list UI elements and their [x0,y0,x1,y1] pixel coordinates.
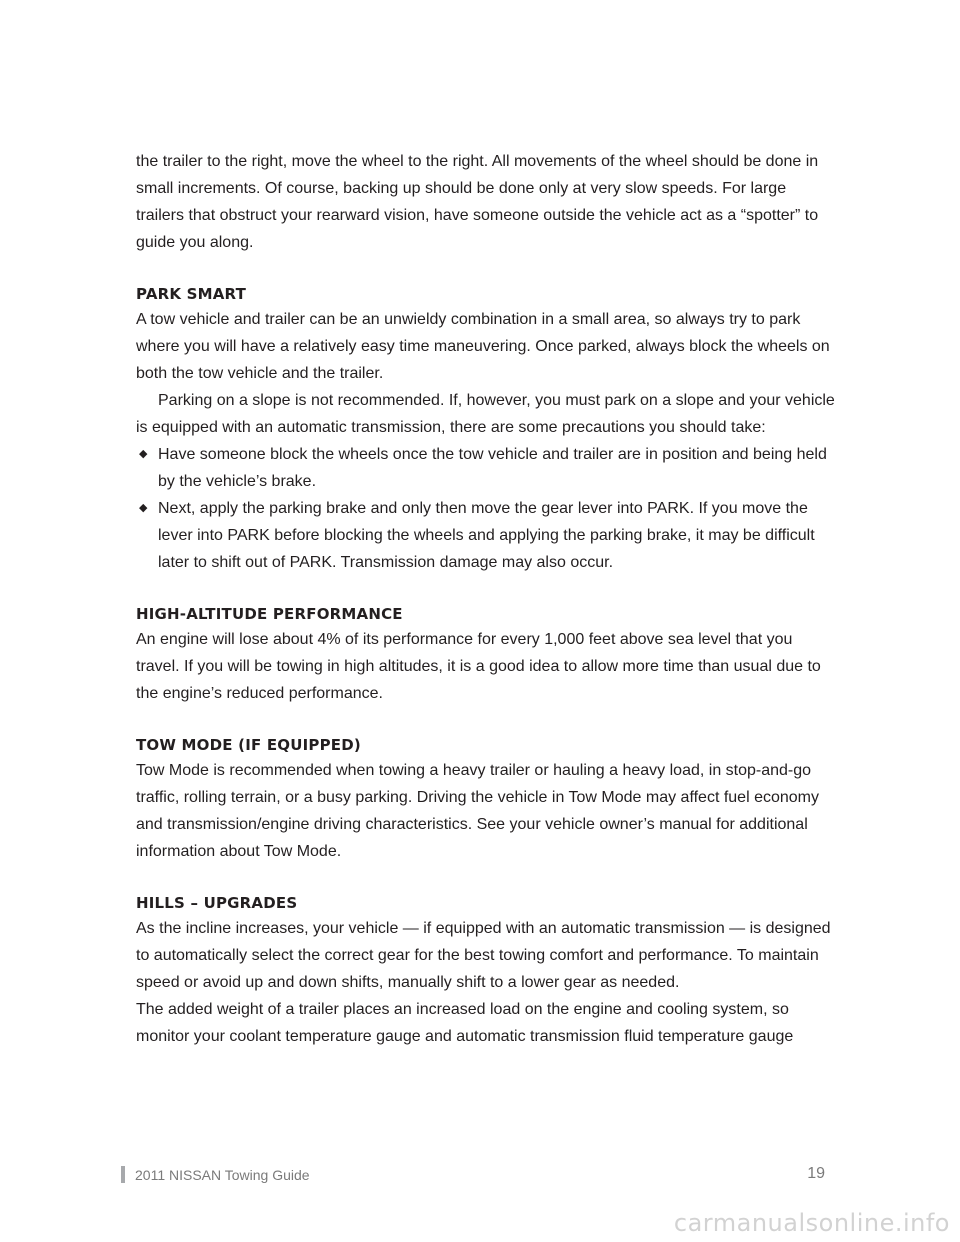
diamond-bullet-icon: ◆ [139,502,148,514]
list-item [136,441,836,495]
precautions-list [136,441,836,576]
page-body [136,148,836,1050]
high-altitude-paragraph: An engine will lose about 4% of its performance for every 1,000 feet above sea level that you travel. If you will be towing in high altitudes, it is a good idea to allow more time than usual due to the engine’s reduced performance. [136,631,821,702]
watermark: carmanualsonline.info [673,1209,950,1237]
list-item-text: Have someone block the wheels once the tow vehicle and trailer are in position and being held by the vehicle’s brake. [158,446,827,490]
park-slope-paragraph: Parking on a slope is not recommended. If, however, you must park on a slope and your vehicle is equipped with an automatic transmission, there are some precautions you should take: [136,392,835,436]
tow-mode-heading: TOW MODE (IF EQUIPPED) [136,736,361,754]
hills-heading: HILLS – UPGRADES [136,894,298,912]
list-item [136,495,836,576]
footer-divider [121,1166,125,1183]
page-number: 19 [807,1165,825,1182]
intro-paragraph: the trailer to the right, move the wheel to the right. All movements of the wheel should be done in small increments. Of course, backing up should be done only at very slow speeds. For large trailers that obstruct your rearward vision, have someone outside the vehicle act as a “spotter” to guide you along. [136,153,819,251]
tow-mode-paragraph: Tow Mode is recommended when towing a heavy trailer or hauling a heavy load, in stop-and-go traffic, rolling terrain, or a busy parking. Driving the vehicle in Tow Mode may affect fuel economy and transmission/engine driving characteristics. See your vehicle owner’s manual for additional information about Tow Mode. [136,762,819,860]
list-item-text: Next, apply the parking brake and only then move the gear lever into PARK. If you move the lever into PARK before blocking the wheels and applying the parking brake, it may be difficult later to shift out of PARK. Transmission damage may also occur. [158,500,815,571]
high-altitude-heading: HIGH-ALTITUDE PERFORMANCE [136,605,403,623]
trailer-load-paragraph: The added weight of a trailer places an increased load on the engine and cooling system, so monitor your coolant temperature gauge and automatic transmission fluid temperature gauge [136,1001,794,1045]
park-smart-heading: PARK SMART [136,285,247,303]
page-footer [121,1164,825,1186]
park-smart-paragraph: A tow vehicle and trailer can be an unwieldy combination in a small area, so always try to park where you will have a relatively easy time maneuvering. Once parked, always block the wheels on both the tow vehicle and the trailer. [136,311,830,382]
footer-title: 2011 NISSAN Towing Guide [135,1167,310,1183]
hills-paragraph: As the incline increases, your vehicle — if equipped with an automatic transmission — is designed to automatically select the correct gear for the best towing comfort and performance. To maintain speed or avoid up and down shifts, manually shift to a lower gear as needed. [136,920,831,991]
diamond-bullet-icon: ◆ [139,448,148,460]
